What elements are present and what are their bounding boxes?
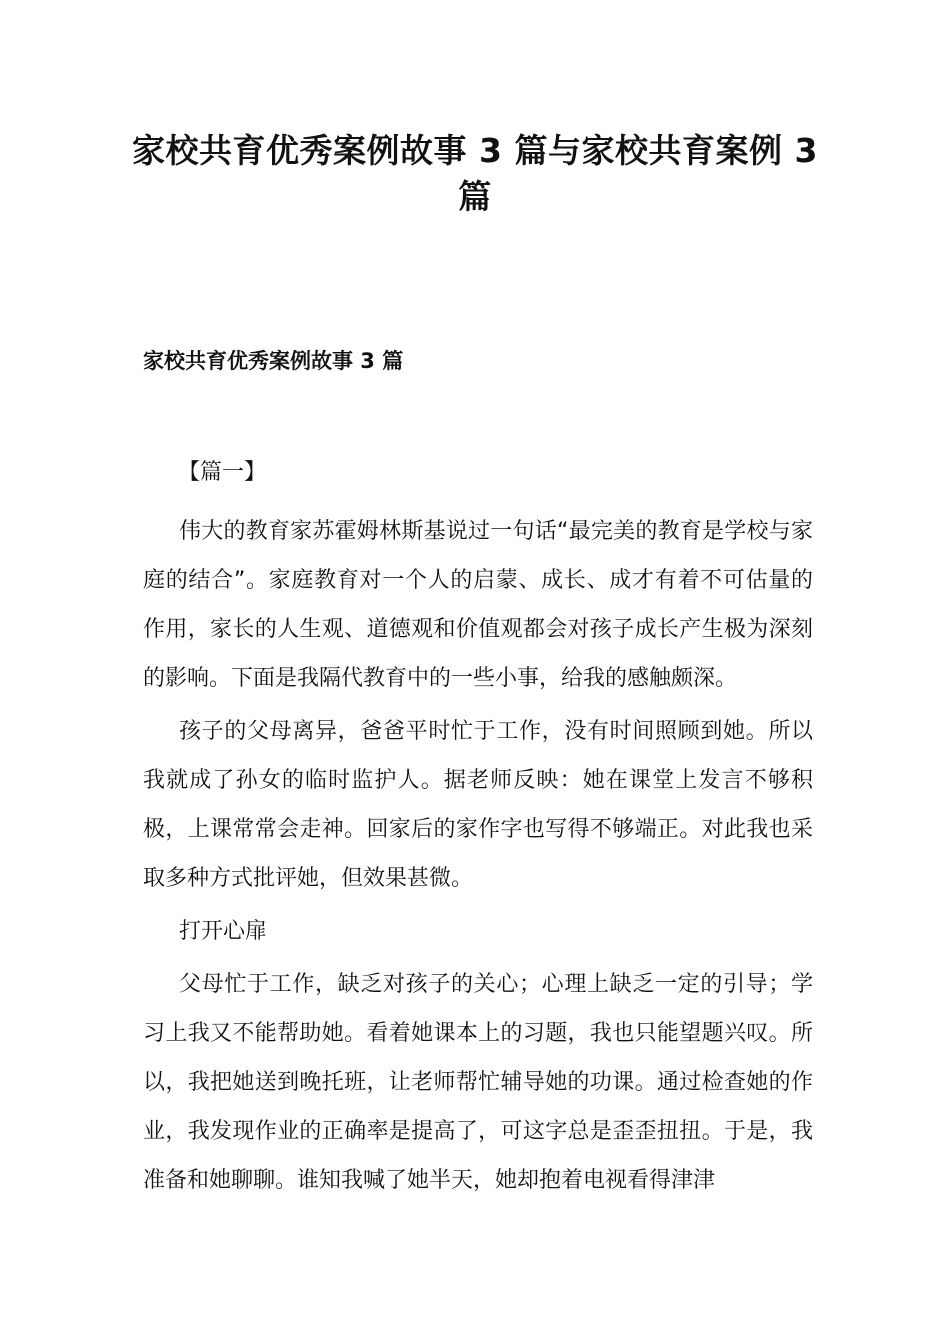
paragraph: 父母忙于工作，缺乏对孩子的关心；心理上缺乏一定的引导；学习上我又不能帮助她。看着她课本上的习题，我也只能望题兴叹。所以，我把她送到晚托班，让老师帮忙辅导她的功课。通过检查她的作业，我发现作业的正确率是提高了，可这字总是歪歪扭扭。于是，我准备和她聊聊。谁知我喊了她半天，她却抱着电视看得津津 [143, 972, 813, 1193]
paragraph: 孩子的父母离异，爸爸平时忙于工作，没有时间照顾到她。所以我就成了孙女的临时监护人。据老师反映：她在课堂上发言不够积极，上课常常会走神。回家后的家作字也写得不够端正。对此我也采取多种方式批评她，但效果甚微。 [143, 719, 813, 891]
document-subtitle: 家校共育优秀案例故事 3 篇 [143, 349, 404, 373]
paragraph: 伟大的教育家苏霍姆林斯基说过一句话“最完美的教育是学校与家庭的结合”。家庭教育对一个人的启蒙、成长、成才有着不可估量的作用，家长的人生观、道德观和价值观都会对孩子成长产生极为深刻的影响。下面是我隔代教育中的一些小事，给我的感触颇深。 [143, 519, 813, 691]
document-title: 家校共育优秀案例故事 3 篇与家校共育案例 3 篇 [132, 131, 818, 216]
body-text [143, 507, 813, 1209]
section-label: 【篇一】 [178, 460, 267, 485]
paragraph-heading: 打开心扉 [179, 919, 268, 944]
